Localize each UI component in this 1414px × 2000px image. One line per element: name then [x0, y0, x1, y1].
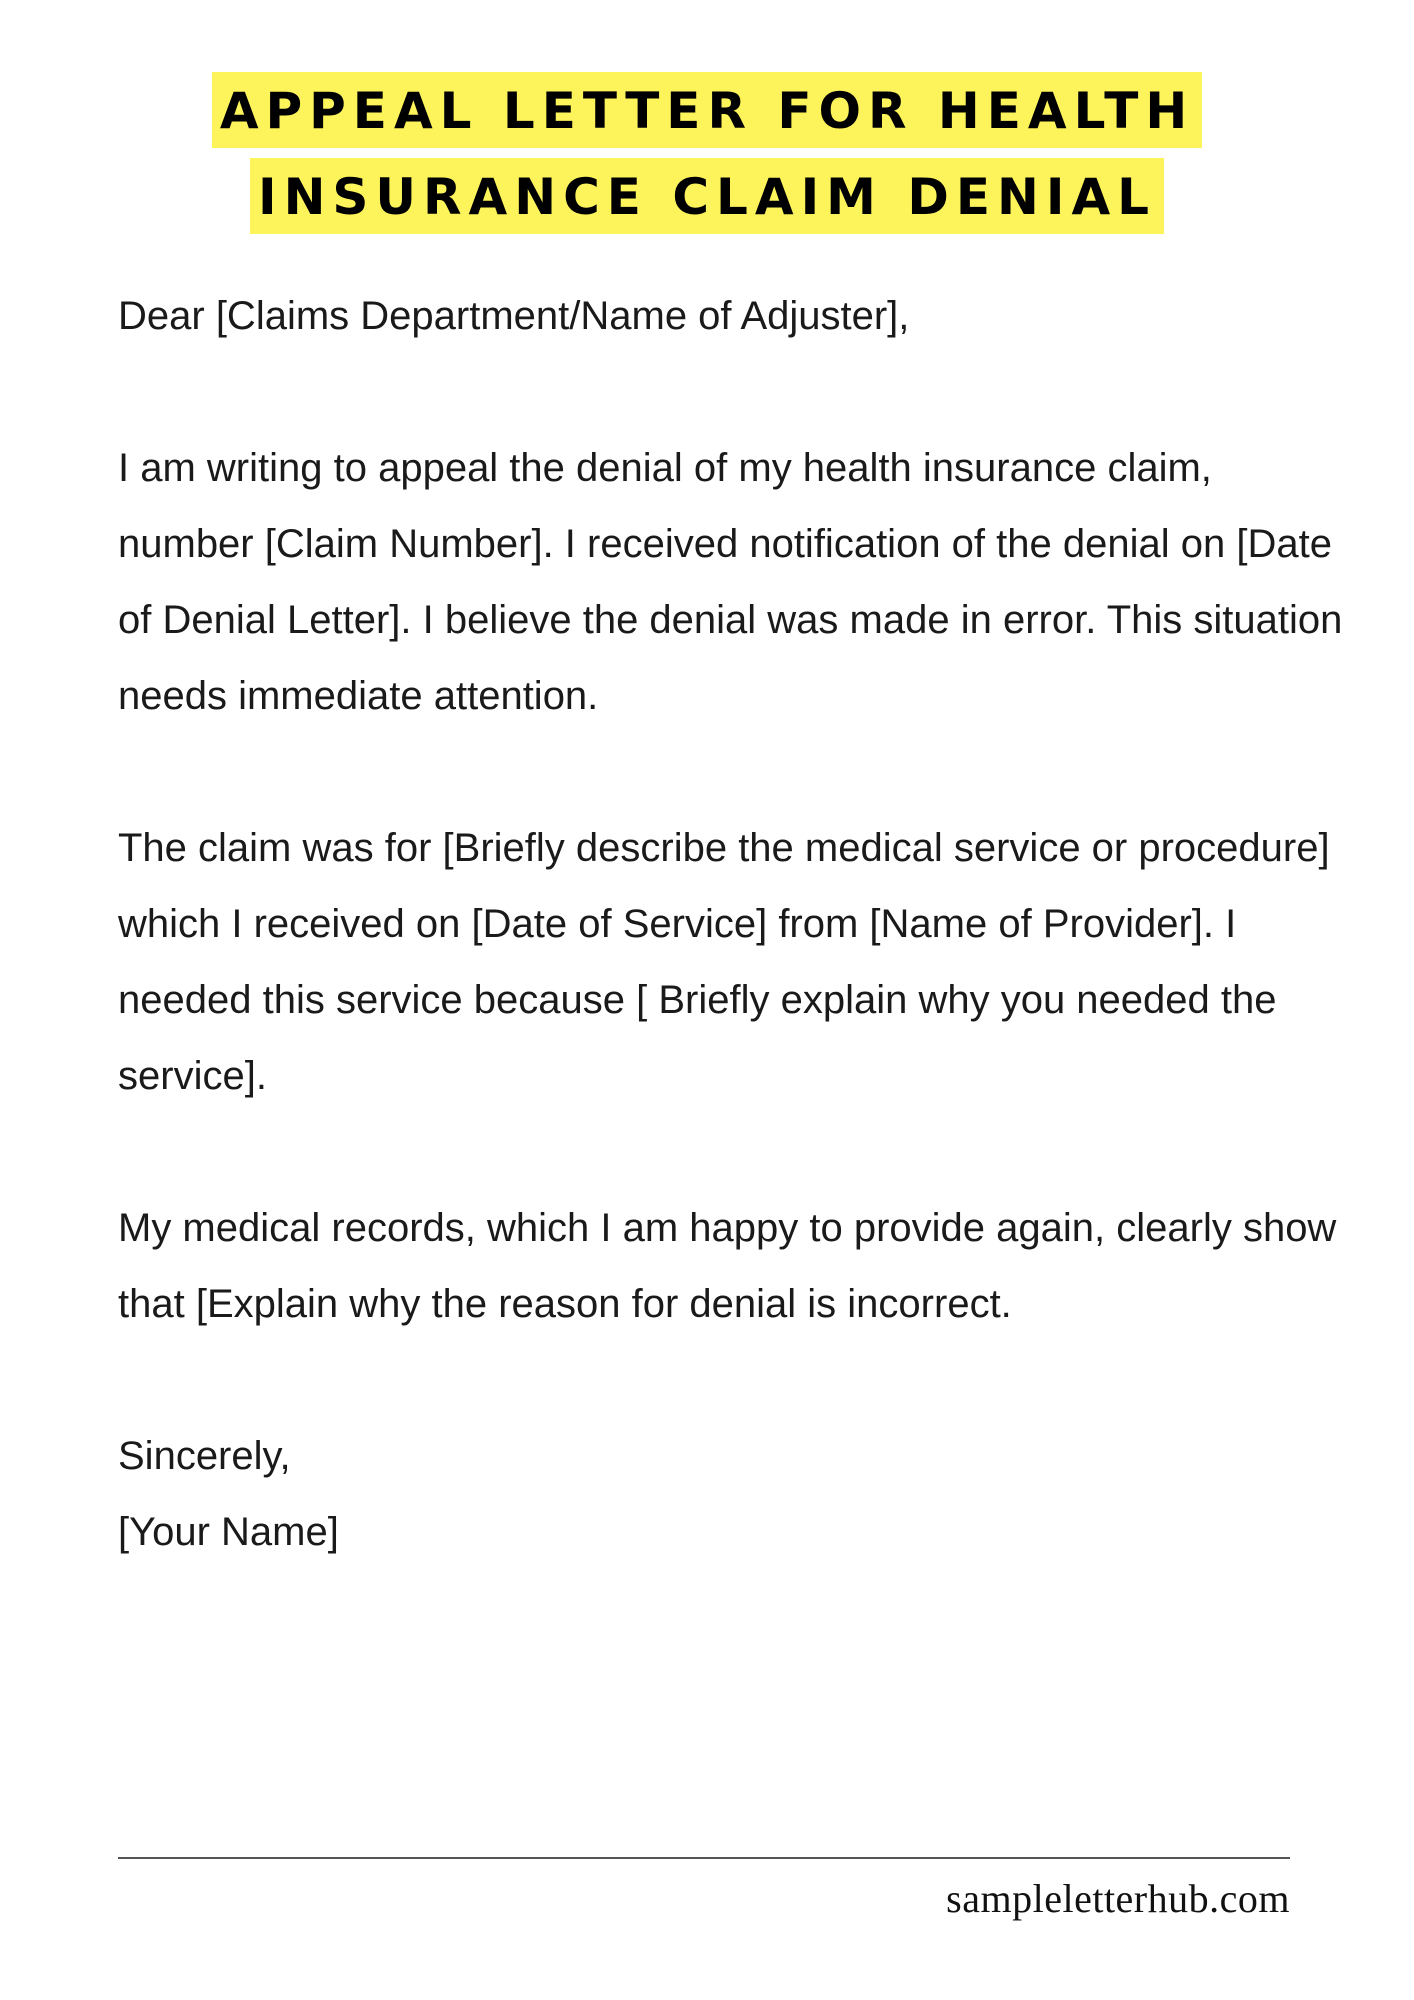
- footer-site: sampleletterhub.com: [946, 1876, 1290, 1921]
- title-line-1: APPEAL LETTER FOR HEALTH: [212, 72, 1202, 148]
- closing: Sincerely,: [118, 1434, 291, 1478]
- paragraph-2: The claim was for [Briefly describe the medical service or procedure] which I received on [Date of Service] from [Name of Provider]. I needed this service because [ Briefly explain why you needed the service].: [118, 826, 1330, 1098]
- signature: [Your Name]: [118, 1510, 339, 1554]
- paragraph-3: My medical records, which I am happy to provide again, clearly show that [Explain why the reason for denial is incorrect.: [118, 1206, 1337, 1326]
- footer-divider: [118, 1857, 1290, 1859]
- title-line-2: INSURANCE CLAIM DENIAL: [250, 158, 1164, 234]
- salutation: Dear [Claims Department/Name of Adjuster],: [118, 294, 910, 338]
- letter-body: [118, 278, 1358, 1570]
- paragraph-1: I am writing to appeal the denial of my health insurance claim, number [Claim Number]. I received notification of the denial on [Date of Denial Letter]. I believe the denial was made in error. This situation needs immediate attention.: [118, 446, 1343, 718]
- document-title: [0, 72, 1414, 234]
